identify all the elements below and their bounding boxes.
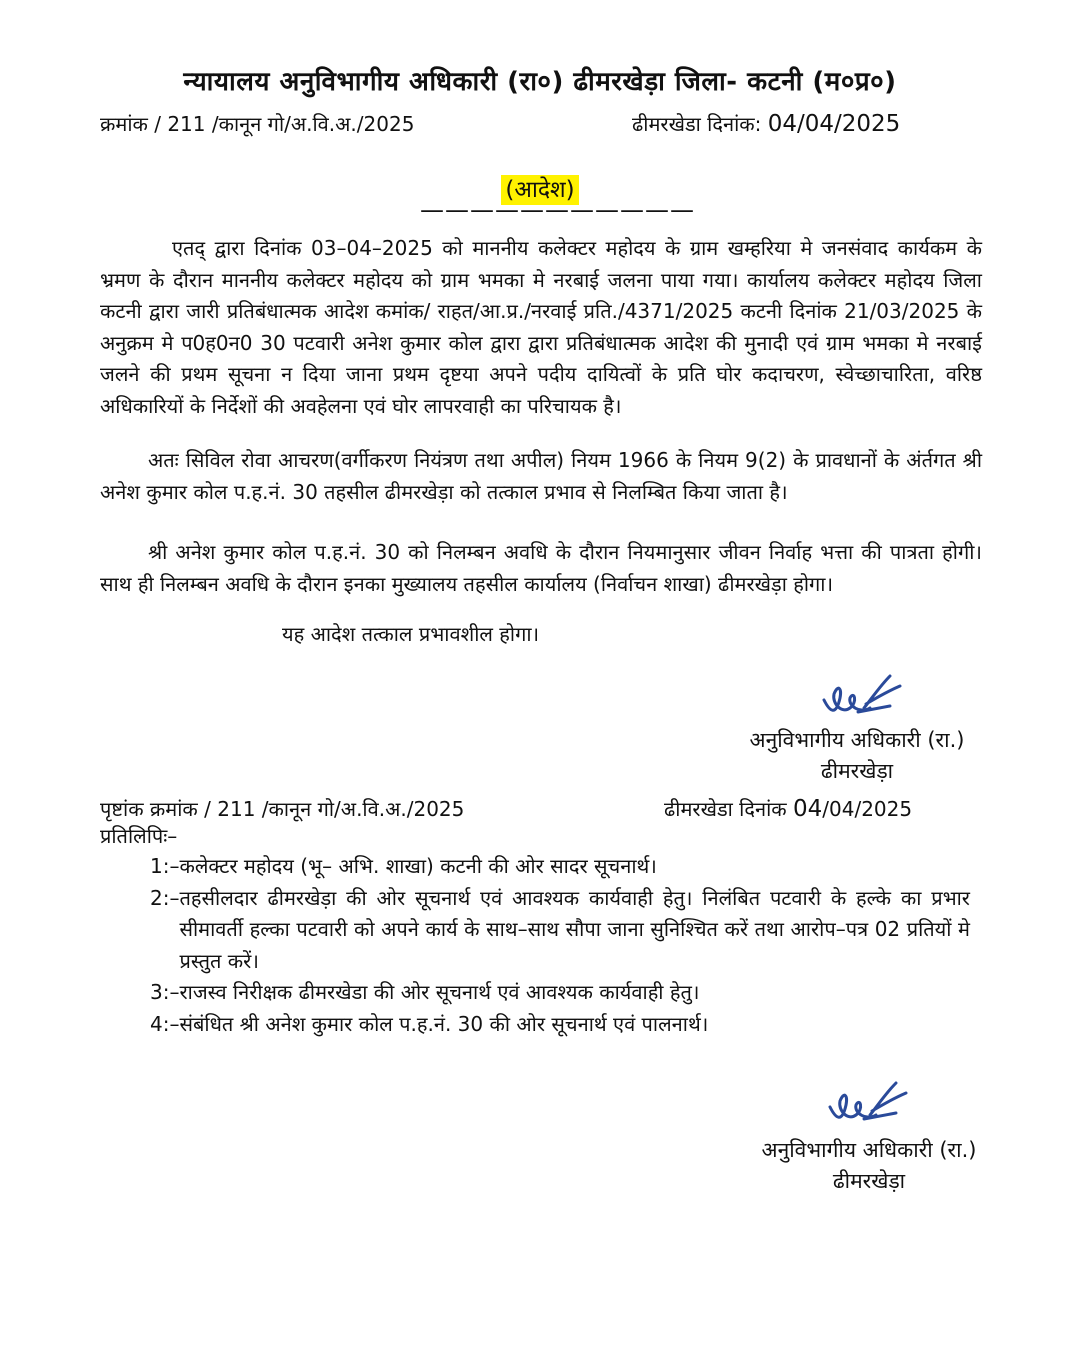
list-item bbox=[150, 883, 970, 978]
copy-list bbox=[150, 851, 970, 1040]
copy-item-number: 1:– bbox=[150, 854, 180, 878]
endorsement-date bbox=[664, 795, 912, 822]
reference-number: क्रमांक / 211 /कानून गो/अ.वि.अ./2025 bbox=[100, 112, 415, 136]
signatory-designation: अनुविभागीय अधिकारी (रा.) bbox=[761, 1138, 977, 1162]
court-title: न्यायालय अनुविभागीय अधिकारी (रा०) ढीमरखेड़ा जिला- कटनी (म०प्र०) bbox=[183, 67, 897, 97]
copy-item-text: संबंधित श्री अनेश कुमार कोल प.ह.नं. 30 की ओर सूचनार्थ एवं पालनार्थ। bbox=[179, 1011, 709, 1036]
handwritten-signature-2 bbox=[826, 1075, 916, 1137]
reference-date-value: 04/04/2025 bbox=[767, 111, 901, 137]
copy-item-number: 3:– bbox=[150, 980, 180, 1004]
signature-block-2 bbox=[734, 1135, 1004, 1197]
copy-item-text: कलेक्टर महोदय (भू– अभि. शाखा) कटनी की ओर सादर सूचनार्थ। bbox=[179, 854, 657, 878]
reference-date-prefix: ढीमरखेडा दिनांक: bbox=[632, 112, 762, 136]
signatory-designation: अनुविभागीय अधिकारी (रा.) bbox=[749, 728, 965, 752]
signature-block-1 bbox=[722, 725, 992, 787]
order-closing-line: यह आदेश तत्काल प्रभावशील होगा। bbox=[282, 622, 540, 646]
order-paragraph-2: अतः सिविल रोवा आचरण(वर्गीकरण नियंत्रण तथा अपील) नियम 1966 के नियम 9(2) के प्रावधानों के अंर्तगत श्री अनेश कुमार कोल प.ह.नं. 30 तहसील ढीमरखेड़ा को तत्काल प्रभाव से निलम्बित किया जाता है। bbox=[100, 448, 982, 504]
copy-item-text: तहसीलदार ढीमरखेड़ा की ओर सूचनार्थ एवं आवश्यक कार्यवाही हेतु। निलंबित पटवारी के हल्के का प्रभार सीमावर्ती हल्का पटवारी को अपने कार्य के साथ–साथ सौपा जाना सुनिश्चित करें तथा आरोप–पत्र 02 प्रतियों मे प्रस्तुत करें। bbox=[179, 885, 970, 973]
endorsement-date-day: 04 bbox=[792, 796, 823, 822]
list-item bbox=[150, 851, 970, 883]
handwritten-signature-1 bbox=[820, 668, 910, 730]
order-paragraph-1: एतद् द्वारा दिनांक 03–04–2025 को माननीय कलेक्टर महोदय के ग्राम खम्हरिया मे जनसंवाद कार्यकम के भ्रमण के दौरान माननीय कलेक्टर महोदय को ग्राम भमका मे नरबाई जलना पाया गया। कार्यालय कलेक्टर महोदय जिला कटनी द्वारा जारी प्रतिबंधात्मक आदेश कमांक/ राहत/आ.प्र./नरवाई प्रति./4371/2025 कटनी दिनांक 21/03/2025 के अनुक्रम मे प0ह0न0 30 पटवारी अनेश कुमार कोल द्वारा द्वारा प्रतिबंधात्मक आदेश की मुनादी एवं ग्राम भमका मे नरबाई जलने की प्रथम सूचना न दिया जाना प्रथम दृष्टया अपने पदीय दायित्वों के प्रति घोर कदाचरण, स्वेच्छाचारिता, वरिष्ठ अधिकारियों के निर्देशों की अवहेलना एवं घोर लापरवाही का परिचायक है। bbox=[100, 236, 982, 418]
signatory-place: ढीमरखेड़ा bbox=[820, 759, 894, 783]
list-item bbox=[150, 977, 970, 1009]
endorsement-number: पृष्टांक क्रमांक / 211 /कानून गो/अ.वि.अ./2025 bbox=[100, 797, 465, 821]
endorsement-date-prefix: ढीमरखेडा दिनांक bbox=[664, 797, 787, 821]
copy-item-number: 4:– bbox=[150, 1011, 180, 1036]
copy-to-label: प्रतिलिपिः– bbox=[100, 824, 178, 848]
copy-item-number: 2:– bbox=[150, 885, 180, 910]
reference-date bbox=[632, 110, 900, 137]
heading-underline: ——————————— bbox=[420, 196, 695, 224]
list-item bbox=[150, 1009, 970, 1041]
order-paragraph-3: श्री अनेश कुमार कोल प.ह.नं. 30 को निलम्बन अवधि के दौरान नियमानुसार जीवन निर्वाह भत्ता की पात्रता होगी। साथ ही निलम्बन अवधि के दौरान इनका मुख्यालय तहसील कार्यालय (निर्वाचन शाखा) ढीमरखेड़ा होगा। bbox=[100, 540, 982, 596]
signatory-place: ढीमरखेड़ा bbox=[832, 1169, 906, 1193]
order-heading-text: (आदेश) bbox=[501, 175, 578, 205]
copy-item-text: राजस्व निरीक्षक ढीमरखेडा की ओर सूचनार्थ एवं आवश्यक कार्यवाही हेतु। bbox=[179, 980, 700, 1004]
endorsement-date-rest: /04/2025 bbox=[822, 797, 913, 821]
